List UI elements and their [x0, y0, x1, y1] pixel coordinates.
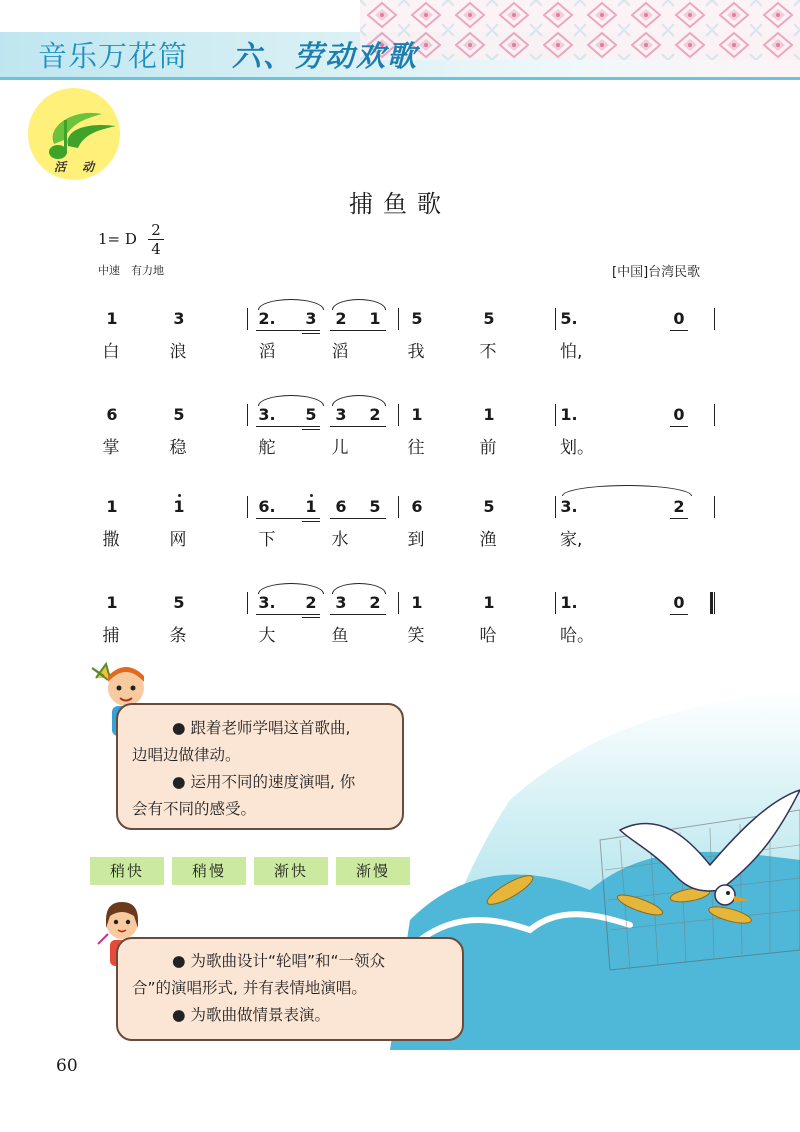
note: 5.	[560, 309, 578, 328]
slur	[332, 299, 386, 310]
lyric: 滔	[258, 342, 276, 362]
folk-pattern-decoration	[360, 0, 800, 60]
bar-line	[247, 308, 248, 330]
lyric: 捕	[102, 626, 120, 646]
bar-line	[555, 592, 556, 614]
bar-line	[398, 308, 399, 330]
note: 5	[483, 309, 495, 328]
chapter-title: 六、劳动欢歌	[232, 39, 419, 73]
note: 2	[673, 497, 685, 516]
note: 1	[411, 593, 423, 612]
note: 3	[173, 309, 185, 328]
note: 3.	[258, 593, 276, 612]
slur	[258, 299, 324, 310]
bar-line	[398, 404, 399, 426]
note: 1	[106, 593, 118, 612]
note: 6.	[258, 497, 276, 516]
lyric: 鱼	[331, 626, 349, 646]
note: 3	[335, 593, 347, 612]
bubble1-line2: 边唱边做律动。	[132, 746, 241, 764]
note: 3	[335, 405, 347, 424]
bar-line	[247, 496, 248, 518]
bar-line	[714, 308, 715, 330]
note: 5	[369, 497, 381, 516]
note: 2	[335, 309, 347, 328]
note: 2.	[258, 309, 276, 328]
bubble2-line3: ● 为歌曲做情景表演。	[172, 1006, 330, 1024]
tempo-marking: 中速 有力地	[98, 264, 164, 277]
section-title: 音乐万花筒	[38, 39, 189, 73]
final-bar-line	[710, 592, 713, 614]
sixteenth-beam	[302, 617, 320, 618]
note: 5	[411, 309, 423, 328]
slur	[332, 395, 386, 406]
note: 2	[305, 593, 317, 612]
song-origin: [中国]台湾民歌	[612, 265, 701, 280]
tempo-tag-ritardando: 渐慢	[336, 857, 410, 885]
octave-dot	[178, 494, 181, 497]
bar-line	[398, 592, 399, 614]
eighth-beam	[256, 518, 320, 519]
instruction-bubble-1	[116, 703, 404, 830]
note: 5	[483, 497, 495, 516]
lyric: 撒	[102, 530, 120, 550]
sixteenth-beam	[302, 521, 320, 522]
bar-line	[555, 496, 556, 518]
note: 0	[673, 405, 685, 424]
note: 6	[106, 405, 118, 424]
note: 5	[305, 405, 317, 424]
bar-line	[714, 496, 715, 518]
note: 6	[411, 497, 423, 516]
meter-top: 2	[151, 221, 161, 239]
lyric: 条	[169, 626, 187, 646]
lyric: 家,	[560, 530, 583, 550]
lyric: 下	[258, 530, 276, 550]
header-rule	[0, 77, 800, 80]
tempo-tag-accelerando: 渐快	[254, 857, 328, 885]
note: 1	[369, 309, 381, 328]
note: 3.	[258, 405, 276, 424]
lyric: 浪	[169, 342, 187, 362]
lyric: 笑	[407, 626, 425, 646]
note: 2	[369, 405, 381, 424]
lyric: 稳	[169, 438, 187, 458]
note: 5	[173, 593, 185, 612]
bar-line	[247, 404, 248, 426]
sixteenth-beam	[302, 429, 320, 430]
key-signature: 1= D	[98, 230, 137, 248]
meter-bottom: 4	[151, 240, 161, 258]
note: 6	[335, 497, 347, 516]
eighth-beam	[256, 426, 320, 427]
note: 1	[411, 405, 423, 424]
tie	[562, 485, 692, 496]
bar-line	[398, 496, 399, 518]
bar-line	[555, 308, 556, 330]
note: 0	[673, 309, 685, 328]
time-signature	[146, 222, 166, 257]
lyric: 哈。	[560, 626, 594, 646]
slur	[258, 395, 324, 406]
lyric: 往	[407, 438, 425, 458]
lyric: 舵	[258, 438, 276, 458]
note: 1	[106, 497, 118, 516]
note: 1	[483, 405, 495, 424]
bubble1-line1: ● 跟着老师学唱这首歌曲,	[172, 719, 351, 737]
lyric: 前	[479, 438, 497, 458]
song-title: 捕鱼歌	[349, 190, 451, 218]
lyric: 白	[102, 342, 120, 362]
lyric: 怕,	[560, 342, 583, 362]
tempo-tag-slightly-slow: 稍慢	[172, 857, 246, 885]
note: 1	[305, 497, 317, 516]
lyric: 到	[407, 530, 425, 550]
note: 1.	[560, 593, 578, 612]
lyric: 我	[407, 342, 425, 362]
tempo-tag-slightly-fast: 稍快	[90, 857, 164, 885]
lyric: 网	[169, 530, 187, 550]
note: 3	[305, 309, 317, 328]
sixteenth-beam	[302, 333, 320, 334]
eighth-beam	[330, 426, 386, 427]
note: 1.	[560, 405, 578, 424]
bar-line	[714, 592, 715, 614]
lyric: 渔	[479, 530, 497, 550]
eighth-beam	[330, 330, 386, 331]
instruction-bubble-2	[116, 937, 464, 1041]
eighth-beam	[256, 330, 320, 331]
eighth-beam	[256, 614, 320, 615]
lyric: 不	[479, 342, 497, 362]
lyric: 哈	[479, 626, 497, 646]
eighth-beam	[330, 518, 386, 519]
eighth-beam	[670, 426, 688, 427]
note: 1	[106, 309, 118, 328]
note: 0	[673, 593, 685, 612]
eighth-beam	[670, 518, 688, 519]
bubble1-line3: ● 运用不同的速度演唱, 你	[172, 773, 356, 791]
page-number: 60	[56, 1056, 78, 1076]
note: 1	[483, 593, 495, 612]
bubble1-line4: 会有不同的感受。	[132, 800, 257, 818]
activity-label: 活 动	[54, 160, 101, 174]
eighth-beam	[330, 614, 386, 615]
note: 5	[173, 405, 185, 424]
lyric: 水	[331, 530, 349, 550]
lyric: 儿	[331, 438, 349, 458]
note: 2	[369, 593, 381, 612]
bubble2-line1: ● 为歌曲设计“轮唱”和“一领众	[172, 952, 386, 970]
bar-line	[555, 404, 556, 426]
lyric: 滔	[331, 342, 349, 362]
note: 3.	[560, 497, 578, 516]
lyric: 划。	[560, 438, 594, 458]
octave-dot	[310, 494, 313, 497]
slur	[332, 583, 386, 594]
eighth-beam	[670, 330, 688, 331]
lyric: 掌	[102, 438, 120, 458]
bar-line	[247, 592, 248, 614]
lyric: 大	[258, 626, 276, 646]
bubble2-line2: 合”的演唱形式, 并有表情地演唱。	[132, 979, 367, 997]
bar-line	[714, 404, 715, 426]
eighth-beam	[670, 614, 688, 615]
note: 1	[173, 497, 185, 516]
slur	[258, 583, 324, 594]
